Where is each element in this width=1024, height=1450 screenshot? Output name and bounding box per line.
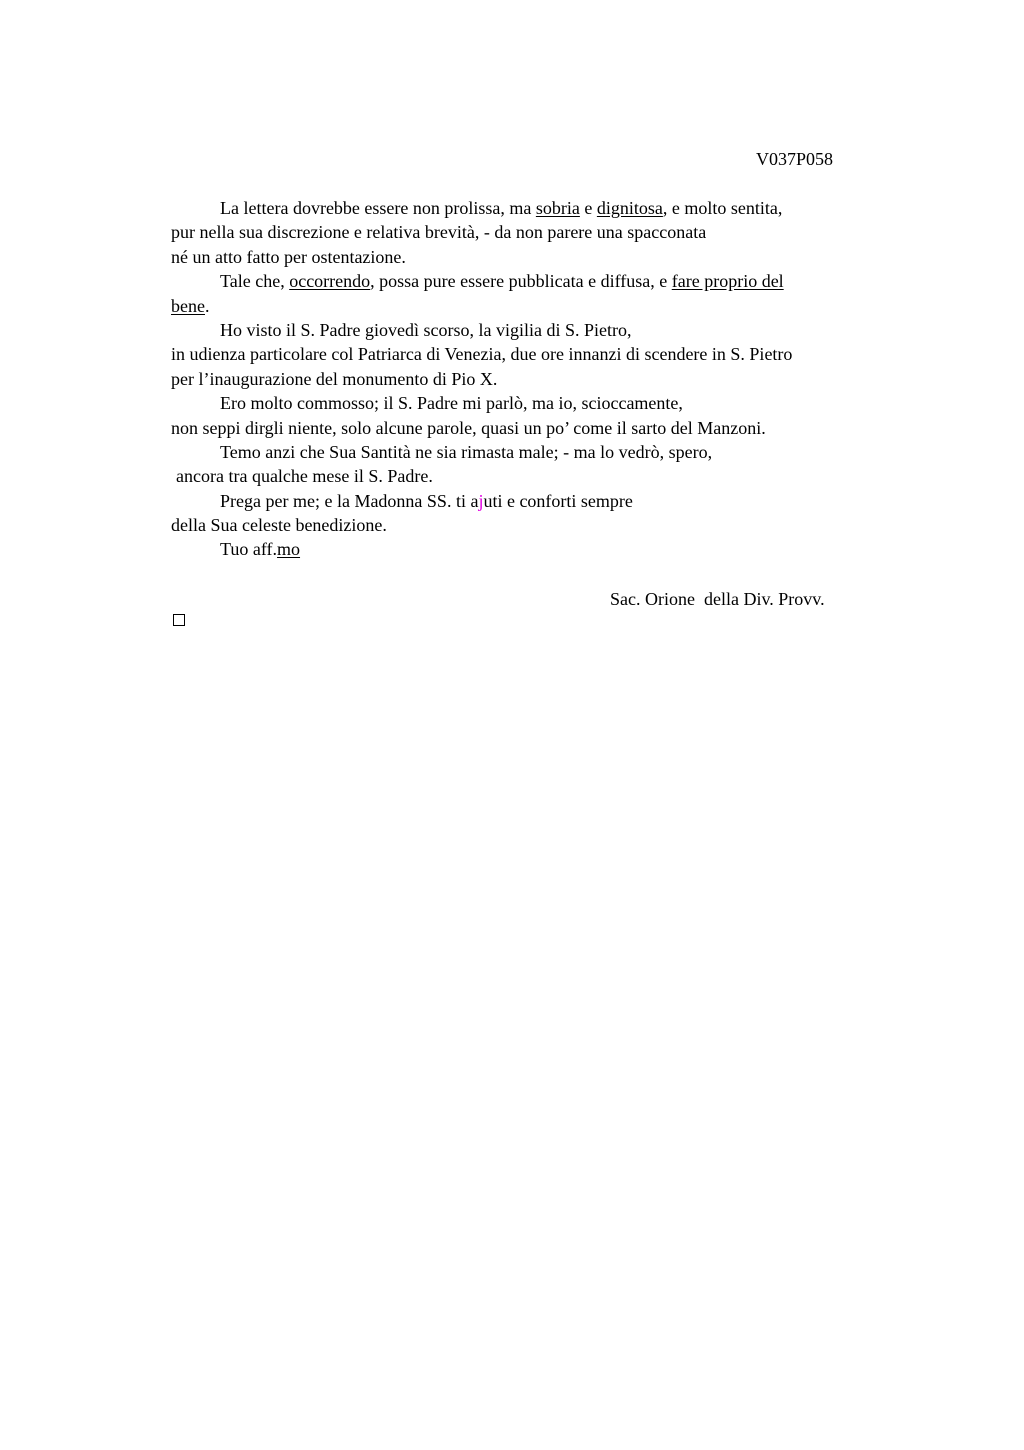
underlined-phrase: fare proprio del (671, 271, 784, 292)
paragraph-line: Ero molto commosso; il S. Padre mi parlò, ma io, scioccamente, (220, 393, 683, 414)
closing-line (171, 537, 901, 561)
text-span: , possa pure essere pubblicata e diffusa, e (370, 271, 672, 292)
paragraph-line (171, 294, 901, 318)
paragraph-line (171, 269, 901, 293)
paragraph-line: ancora tra qualche mese il S. Padre. (176, 466, 433, 487)
paragraph-line: Ho visto il S. Padre giovedì scorso, la vigilia di S. Pietro, (220, 319, 632, 340)
text-span: La lettera dovrebbe essere non prolissa, ma (220, 198, 536, 218)
text-span: Tuo aff. (220, 539, 278, 560)
paragraph-line: in udienza particolare col Patriarca di Venezia, due ore innanzi di scendere in S. Pietro (171, 344, 793, 365)
letter-body (171, 196, 901, 562)
paragraph-line: né un atto fatto per ostentazione. (171, 246, 406, 267)
underlined-word: dignitosa (596, 198, 663, 218)
paragraph-line: non seppi dirgli niente, solo alcune parole, quasi un po’ come il sarto del Manzoni. (171, 417, 766, 438)
page-identifier: V037P058 (756, 149, 834, 169)
paragraph-line: Temo anzi che Sua Santità ne sia rimasta male; - ma lo vedrò, spero, (220, 441, 713, 462)
paragraph-line (171, 196, 901, 220)
text-span: Prega per me; e la Madonna SS. ti a (220, 490, 479, 511)
signature-line: Sac. Orione della Div. Provv. (610, 589, 825, 609)
underlined-word: bene (171, 295, 205, 316)
text-span: Tale che, (220, 271, 290, 292)
underlined-word: occorrendo (289, 271, 371, 292)
text-span: , e molto sentita, (662, 198, 783, 218)
paragraph-line: pur nella sua discrezione e relativa brevità, - da non parere una spacconata (171, 222, 707, 243)
paragraph-line: per l’inaugurazione del monumento di Pio X. (171, 368, 498, 389)
underlined-superscript-abbrev: mo (277, 539, 301, 560)
paragraph-line: della Sua celeste benedizione. (171, 515, 387, 536)
text-span: e (579, 198, 597, 218)
paragraph-line (171, 489, 901, 513)
text-span: uti e conforti sempre (483, 490, 633, 511)
highlighted-letter: j (478, 490, 484, 511)
empty-square-icon (173, 614, 185, 626)
underlined-word: sobria (535, 198, 580, 218)
text-span: . (204, 295, 210, 316)
